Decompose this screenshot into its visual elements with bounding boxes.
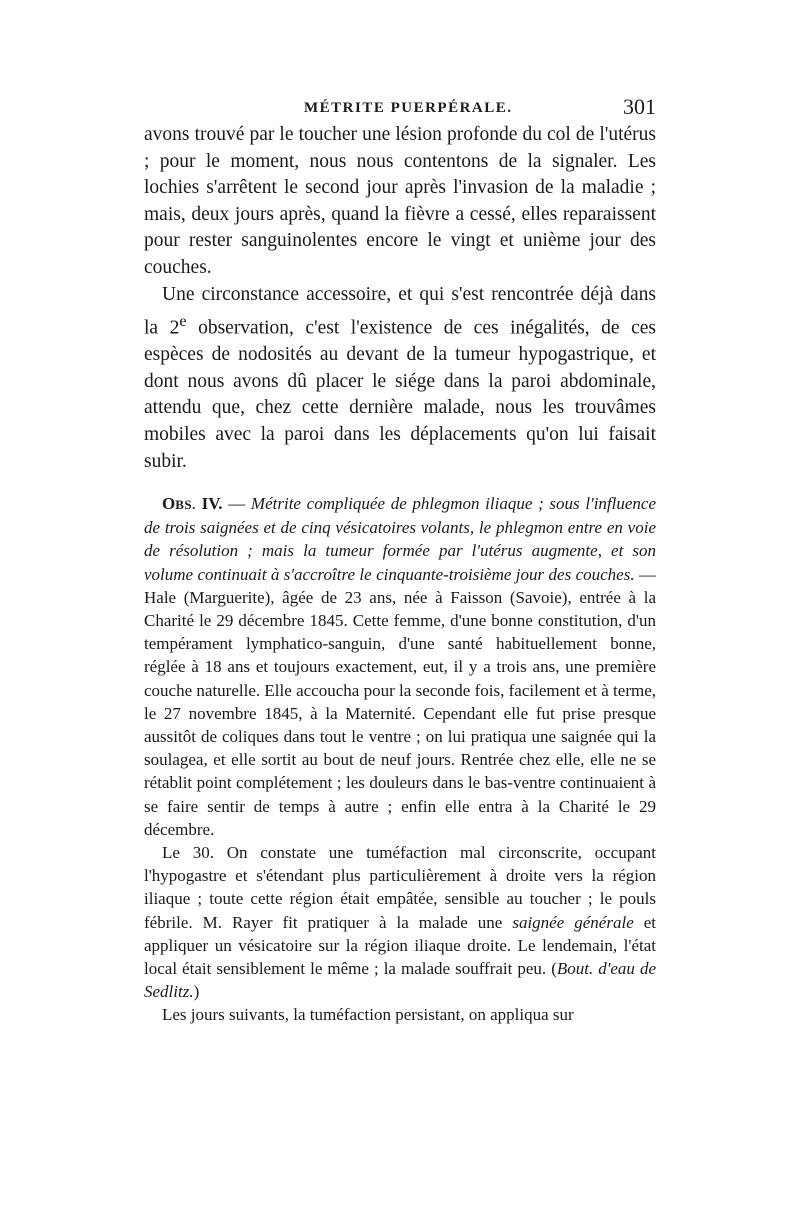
observation-paragraph-3	[144, 1003, 656, 1026]
observation-paragraph-2-text-a: Le 30. On constate une tuméfaction mal circonscrite, occupant l'hypogastre et s'étendant plus particulièrement à droite vers la région iliaque ; toute cette région était empâtée, sensible au toucher ; le pouls fébrile. M. Rayer fit pratiquer à la malade une	[144, 843, 656, 932]
ordinal-superscript: e	[179, 312, 187, 331]
observation-title: Métrite compliquée de phlegmon iliaque ; sous l'influence de trois saignées et de cinq vésicatoires volants, le phlegmon entre en voie de résolution ; mais la tumeur formée par l'utérus augmente, et son volume continuait à s'accroître le cinquante-troisième jour des couches.	[144, 494, 657, 584]
observation-emphasis-sedlitz: Bout. d'eau de Sedlitz.	[144, 959, 656, 1002]
intro-paragraph-2-text-a: Une circonstance accessoire, et qui s'est rencontrée déjà dans la 2	[144, 283, 656, 339]
intro-paragraph-1-text: avons trouvé par le toucher une lésion profonde du col de l'utérus ; pour le moment, nous nous contentons de la signaler. Les lochies s'arrêtent le second jour après l'invasion de la maladie ; mais, deux jours après, quand la fièvre a cessé, elles reparaissent pour rester sanguinolentes encore le vingt et unième jour des couches.	[144, 124, 656, 278]
intro-paragraph-2-text-b: observation, c'est l'existence de ces inégalités, de ces espèces de nodosités au devant de la tumeur hypogastrique, et dont nous avons dû placer le siége dans la paroi abdominale, attendu que, chez cette dernière malade, nous les trouvâmes mobiles avec la paroi dans les déplacements qu'on lui faisait subir.	[144, 317, 656, 472]
observation-paragraph-3-text: Les jours suivants, la tuméfaction persistant, on appliqua sur	[162, 1005, 574, 1025]
observation-body-1: — Hale (Marguerite), âgée de 23 ans, née à Faisson (Savoie), entrée à la Charité le 29 décembre 1845. Cette femme, d'une bonne constitution, d'un tempérament lymphatico-sanguin, d'une santé habituellement bonne, réglée à 18 ans et toujours exactement, eut, il y a trois ans, une première couche naturelle. Elle accoucha pour la seconde fois, facilement et à terme, le 27 novembre 1845, à la Maternité. Cependant elle fut prise presque aussitôt de coliques dans tout le ventre ; on lui pratiqua une saignée qui la soulagea, et elle sortit au bout de neuf jours. Rentrée chez elle, elle ne se rétablit point complétement ; les douleurs dans le bas-ventre continuaient à se faire sentir de temps à autre ; enfin elle entra à la Charité le 29 décembre.	[144, 564, 656, 839]
observation-label-initial: O	[162, 494, 176, 513]
observation-paragraph-1	[144, 492, 656, 841]
intro-paragraph-2	[144, 282, 656, 476]
page-number: 301	[623, 94, 656, 119]
observation-emphasis-saignee: saignée générale	[512, 912, 634, 932]
observation-label-smallcaps: BS.	[175, 497, 196, 512]
observation-section	[144, 492, 656, 1027]
observation-dash: —	[222, 494, 251, 513]
observation-label-number: IV.	[195, 494, 223, 513]
observation-paragraph-2-text-b: et appliquer un vésicatoire sur la région iliaque droite. Le lendemain, l'état local était sensiblement le même ; la malade souffrait peu. (	[144, 912, 656, 979]
observation-label	[162, 494, 223, 513]
intro-section	[144, 122, 656, 475]
observation-paragraph-2	[144, 841, 656, 1003]
running-title: MÉTRITE PUERPÉRALE.	[304, 100, 513, 116]
running-header	[144, 96, 656, 120]
intro-paragraph-1	[144, 122, 656, 282]
observation-paragraph-2-text-c: )	[193, 982, 200, 1002]
